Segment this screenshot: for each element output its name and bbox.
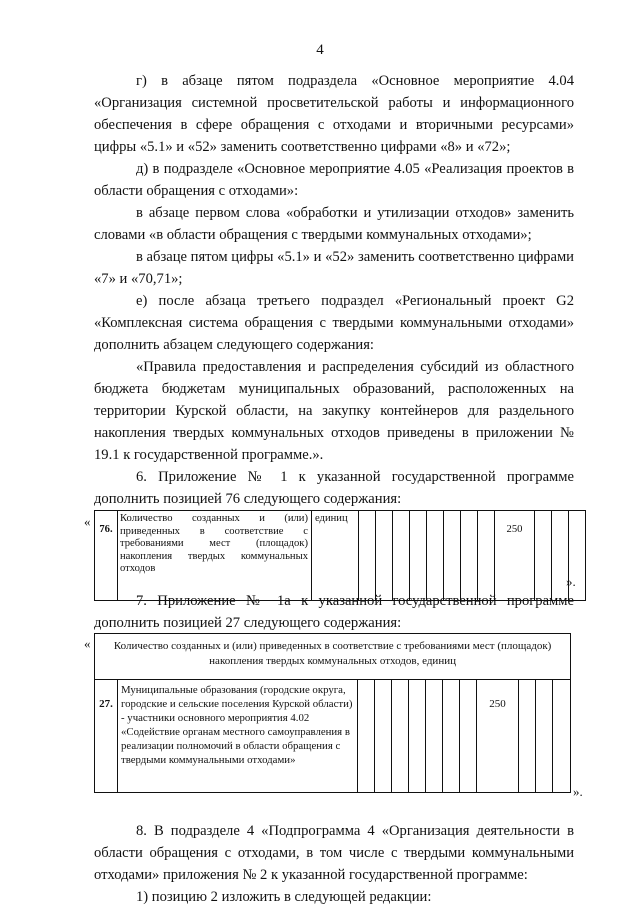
table1-empty-cell [410,511,427,601]
table1-empty-cell [461,511,478,601]
table-header-row [95,634,571,680]
table2-close-quote: ». [573,784,583,799]
table1-empty-cell [393,511,410,601]
paragraph-first-abzac: в абзаце первом слова «обработки и утилизации отходов» заменить словами «в области обращения с твердыми коммунальных отходами»; [94,205,574,243]
paragraph-e: е) после абзаца третьего подраздел «Региональный проект G2 «Комплексная система обращения с твердыми коммунальными отходами» дополнить абзацем следующего содержания: [94,293,574,353]
table2-empty-cell [443,680,460,793]
table1-description-cell: Количество созданных и (или) приведенных в соответствие с требованиями мест (площадок) накопления твердых коммунальных отходов [118,511,312,601]
table2-header-cell: Количество созданных и (или) приведенных в соответствие с требованиями мест (площадок) накопления твердых коммунальных отходов, единиц [95,634,571,680]
table2-empty-cell [553,680,571,793]
table2-empty-cell [409,680,426,793]
table2-open-quote: « [84,636,91,651]
table2-empty-cell [358,680,375,793]
paragraph-item-8: 8. В подразделе 4 «Подпрограмма 4 «Организация деятельности в области обращения с отходами, в том числе с твердыми коммунальными отходами» приложения № 2 к указанной государственной программе: [94,823,574,883]
table1-number-cell: 76. [95,511,118,601]
paragraph-item-7: 7. Приложение № 1а к указанной государственной программе дополнить позицией 27 следующего содержания: [94,593,574,631]
table2-empty-cell [392,680,409,793]
table2-empty-cell [460,680,477,793]
paragraph-item-8-1: 1) позицию 2 изложить в следующей редакции: [136,889,432,905]
table2-empty-cell [426,680,443,793]
table1-empty-cell [478,511,495,601]
table2-empty-cell [519,680,536,793]
table2-description-cell: Муниципальные образования (городские округа, городские и сельские поселения Курской области) - участники основного мероприятия 4.02 «Содействие органам местного самоуправления в реализации полномочий в области обращения с твердыми коммунальными отходами» [118,680,358,793]
table-position-76 [94,510,586,601]
table2-empty-cell [536,680,553,793]
paragraph-item-6: 6. Приложение № 1 к указанной государственной программе дополнить позицией 76 следующего содержания: [94,469,574,507]
table1-empty-cell [444,511,461,601]
table1-empty-cell [535,511,552,601]
table1-close-quote: ». [566,574,576,589]
table2-value-cell: 250 [477,680,519,793]
table1-open-quote: « [84,514,91,529]
table-position-27 [94,633,571,793]
paragraph-fifth-abzac: в абзаце пятом цифры «5.1» и «52» заменить соответственно цифрами «7» и «70,71»; [94,249,574,287]
table2-empty-cell [375,680,392,793]
page-number: 4 [316,42,324,58]
paragraph-g: г) в абзаце пятом подраздела «Основное мероприятие 4.04 «Организация системной просветительской работы и информационного обеспечения в сфере обращения с отходами и вторичными ресурсами» цифры «5.1» и «52» заменить соответственно цифрами «8» и «72»; [94,73,574,155]
table2-number-cell: 27. [95,680,118,793]
table1-unit-cell: единиц [312,511,359,601]
paragraph-rules-quote: «Правила предоставления и распределения субсидий из областного бюджета бюджетам муниципальных образований, расположенных на территории Курской области, на закупку контейнеров для раздельного накопления твердых коммунальных отходов приведены в приложении № 19.1 к государственной программе.». [94,359,574,463]
table1-empty-cell [427,511,444,601]
table1-value-cell: 250 [495,511,535,601]
table1-empty-cell [359,511,376,601]
table1-empty-cell [376,511,393,601]
paragraph-d: д) в подразделе «Основное мероприятие 4.05 «Реализация проектов в области обращения с отходами»: [94,161,574,199]
table-row [95,680,571,793]
table-row [95,511,586,601]
